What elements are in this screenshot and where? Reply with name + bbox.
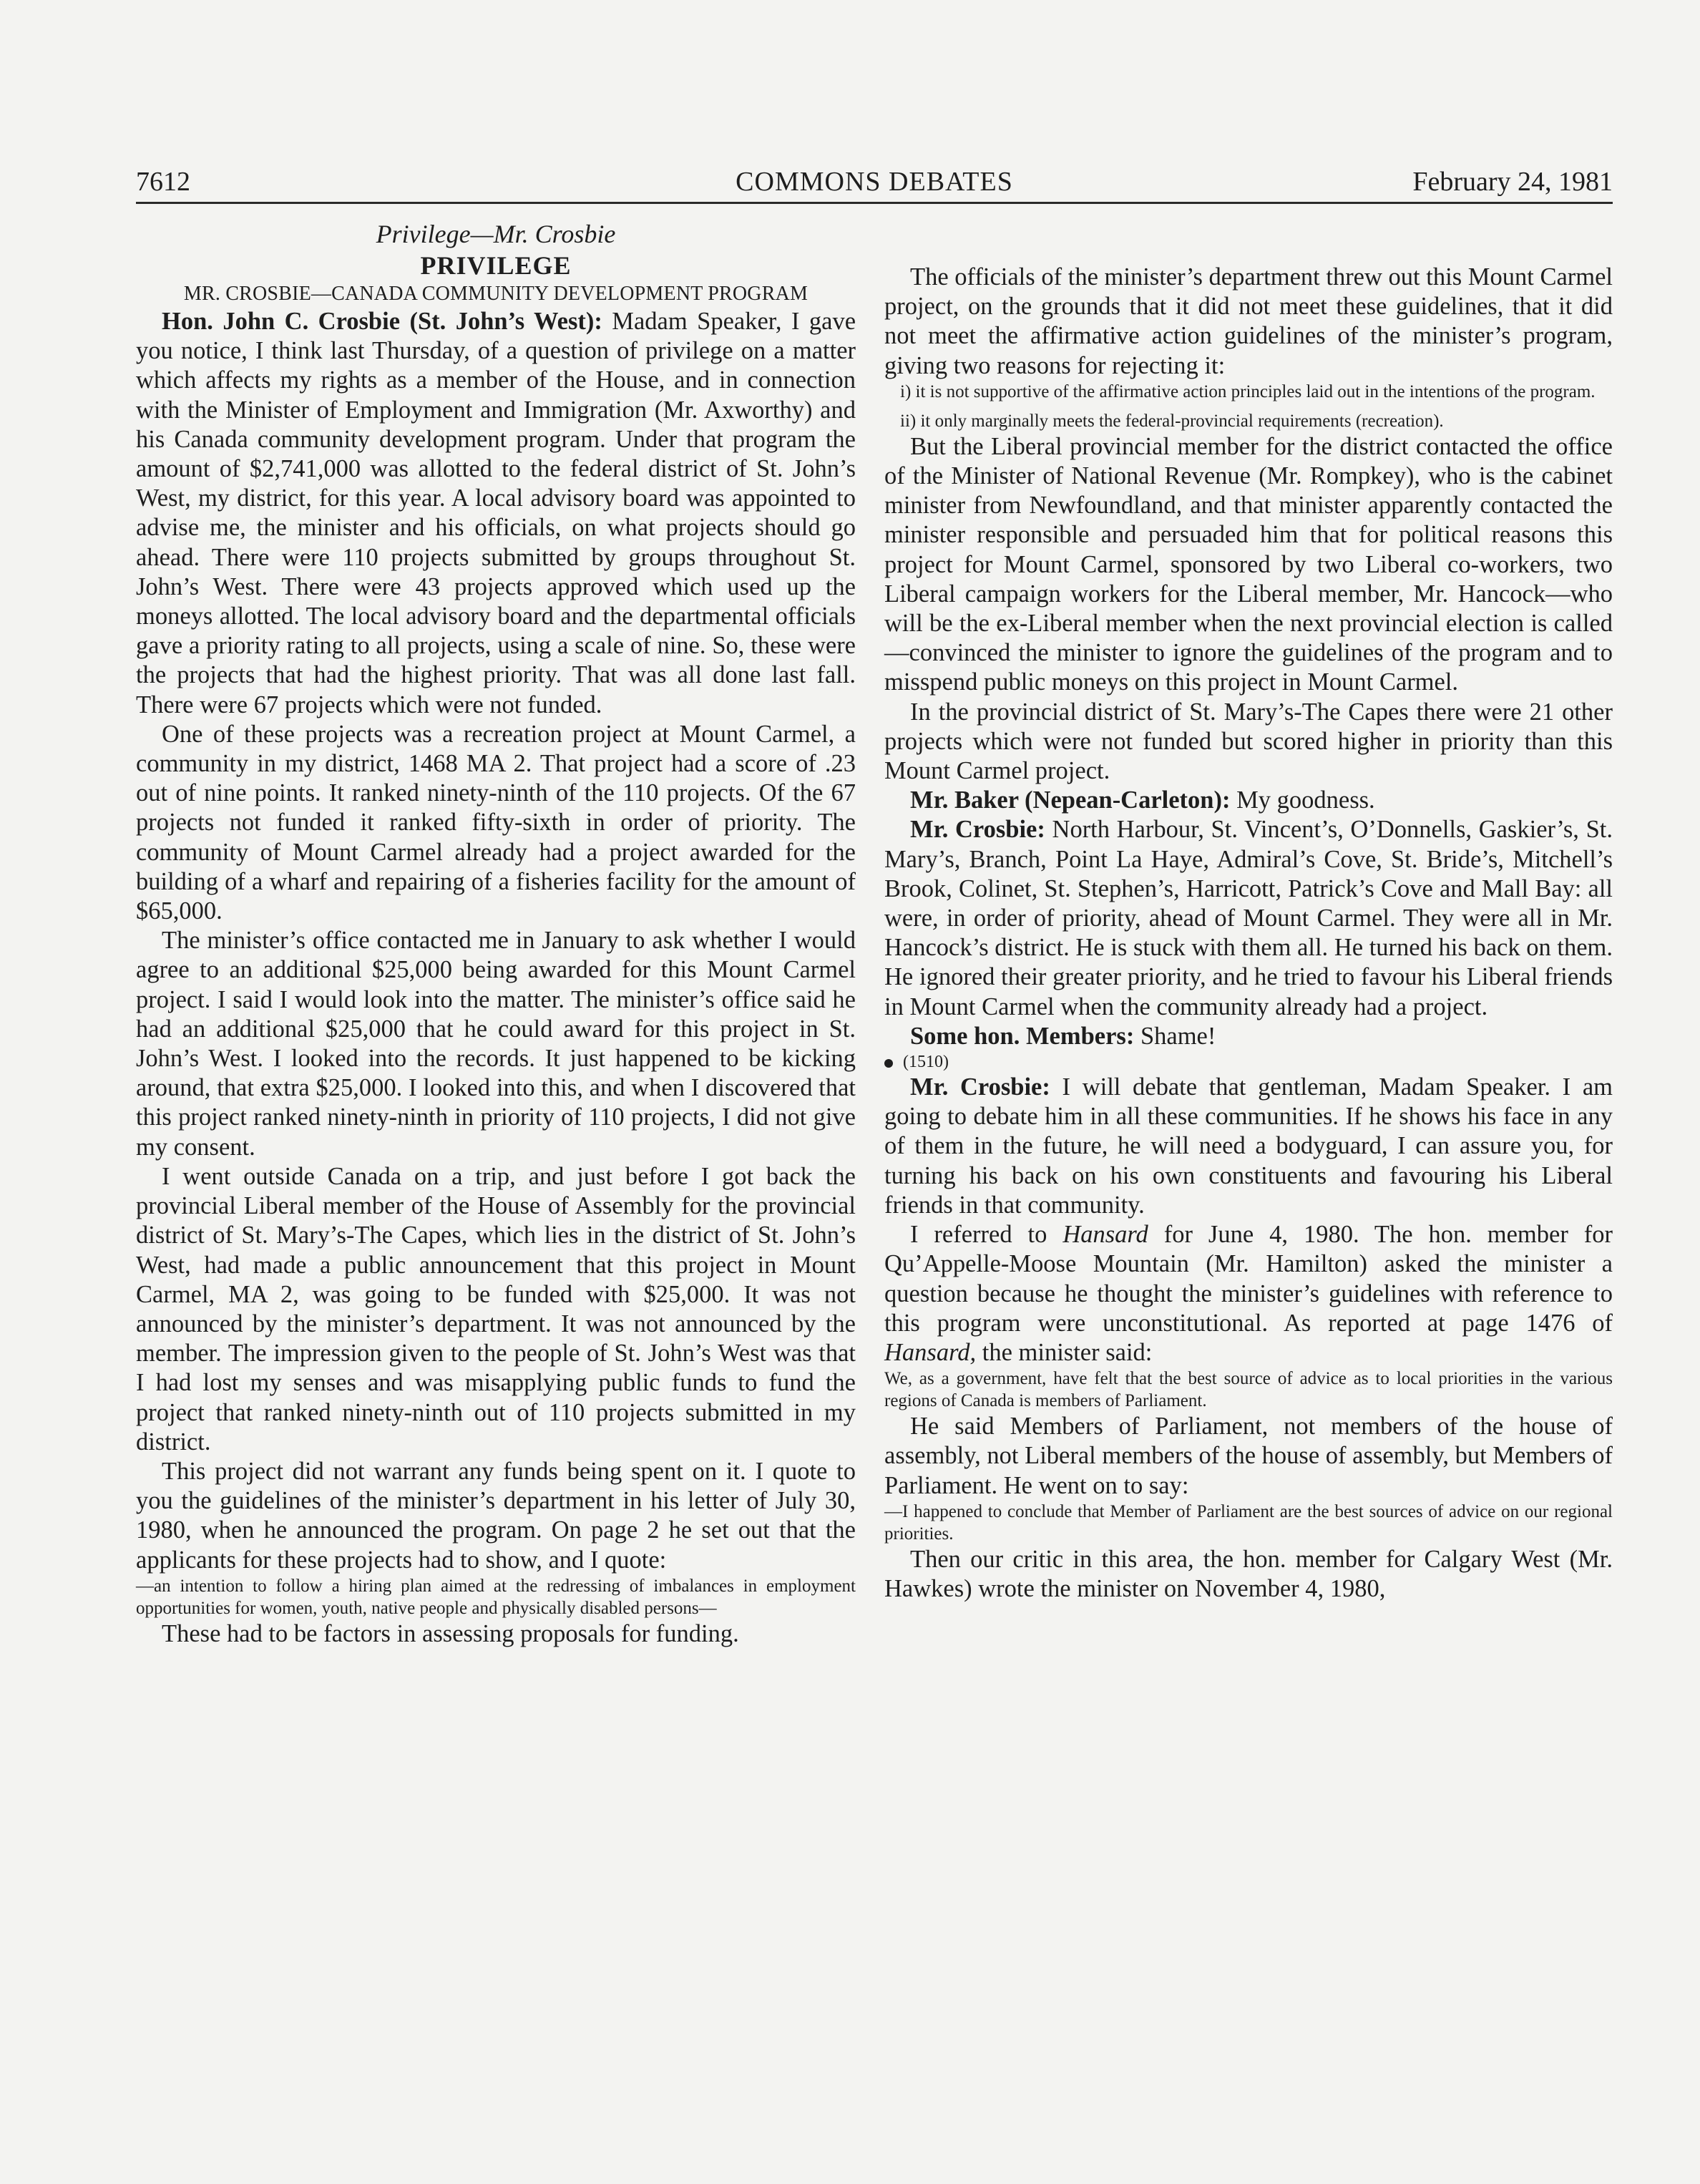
block-quote: We, as a government, have felt that the best source of advice as to local priorities in the various regions of Canada is members of Parliament. bbox=[884, 1369, 1613, 1411]
block-quote: i) it is not supportive of the affirmative action principles laid out in the intentions of the program. bbox=[900, 381, 1596, 401]
right-column bbox=[884, 218, 1613, 1604]
speaker-name: Hon. John C. Crosbie (St. John’s West): bbox=[162, 308, 602, 335]
publication-title: Hansard bbox=[1062, 1221, 1148, 1249]
speech-paragraph: He said Members of Parliament, not members of the house of assembly, not Liberal members of the house of assembly, but Members of Parliament. He went on to say: bbox=[884, 1413, 1613, 1499]
left-column bbox=[136, 218, 856, 1649]
speaker-name: Mr. Crosbie: bbox=[910, 1073, 1050, 1101]
speech-text: I referred to bbox=[910, 1221, 1063, 1249]
time-stamp: (1510) bbox=[903, 1053, 949, 1072]
block-quote: ii) it only marginally meets the federal-provincial requirements (recreation). bbox=[900, 411, 1444, 431]
speech-text: Shame! bbox=[1134, 1022, 1216, 1050]
speech-text: North Harbour, St. Vincent’s, O’Donnells, Gaskier’s, St. Mary’s, Branch, Point La Haye, Admiral’s Cove, St. Bride’s, Mitchell’s Brook, Colinet, St. Stephen’s, Harricott, Patrick’s Cove and Mall Bay: all were, in order of priority, ahead of Mount Carmel. They were all in Mr. Hancock’s district. He is stuck with them all. He turned his back on them. He ignored their greater priority, and he tried to favour his Liberal friends in Mount Carmel when the community already had a project. bbox=[884, 816, 1613, 1020]
speech-paragraph: The minister’s office contacted me in January to ask whether I would agree to an additional $25,000 being awarded for this Mount Carmel project. I said I would look into the matter. The minister’s office said he had an additional $25,000 that he could award for this project in St. John’s West. I looked into the records. It just happened to be kicking around, that extra $25,000. I looked into this, and when I discovered that this project ranked ninety-ninth in priority of 110 projects, I did not give my consent. bbox=[136, 927, 856, 1161]
speech-paragraph: The officials of the minister’s department threw out this Mount Carmel project, on the grounds that it did not meet these guidelines, that it did not meet the affirmative action guidelines of the minister’s program, giving two reasons for rejecting it: bbox=[884, 263, 1613, 379]
block-quote: —an intention to follow a hiring plan aimed at the redressing of imbalances in employment opportunities for women, youth, native people and physically disabled persons— bbox=[136, 1576, 856, 1618]
running-head-title: COMMONS DEBATES bbox=[736, 167, 1013, 197]
block-quote: —I happened to conclude that Member of Parliament are the best sources of advice on our regional priorities. bbox=[884, 1501, 1613, 1544]
time-marker bbox=[884, 1051, 1613, 1073]
subject-line: Privilege—Mr. Crosbie bbox=[376, 220, 616, 248]
speech-paragraph bbox=[884, 1220, 1613, 1368]
speech-paragraph bbox=[884, 1022, 1613, 1051]
speaker-name: Some hon. Members: bbox=[910, 1022, 1135, 1050]
speech-paragraph bbox=[884, 815, 1613, 1021]
speech-paragraph bbox=[884, 1073, 1613, 1220]
speech-text: the minister said: bbox=[976, 1338, 1153, 1366]
speech-text: My goodness. bbox=[1230, 786, 1375, 814]
page-number: 7612 bbox=[136, 167, 190, 197]
speech-text: Madam Speaker, I gave you notice, I think last Thursday, of a question of privilege on a matter which affects my rights as a member of the House, and in connection with the Minister of Employment and Immigration (Mr. Axworthy) and his Canada community development program. Under that program the amount of $2,741,000 was allotted to the federal district of St. John’s West, my district, for this year. A local advisory board was appointed to advise me, the minister and his officials, on what projects should go ahead. There were 110 projects submitted by groups throughout St. John’s West. There were 43 projects approved which used up the moneys allotted. The local advisory board and the departmental officials gave a priority rating to all projects, using a scale of nine. So, these were the projects that had the highest priority. That was all done last fall. There were 67 projects which were not funded. bbox=[136, 308, 856, 718]
speech-paragraph: In the provincial district of St. Mary’s-The Capes there were 21 other projects which were not funded but scored higher in priority than this Mount Carmel project. bbox=[884, 698, 1613, 785]
speech-paragraph: One of these projects was a recreation project at Mount Carmel, a community in my district, 1468 MA 2. That project had a score of .23 out of nine points. It ranked ninety-ninth of the 110 projects. Of the 67 projects not funded it ranked fifty-sixth in order of priority. The community of Mount Carmel already had a project awarded for the building of a wharf and repairing of a fisheries facility for the amount of $65,000. bbox=[136, 720, 856, 925]
section-subheading: MR. CROSBIE—CANADA COMMUNITY DEVELOPMENT PROGRAM bbox=[183, 283, 809, 305]
running-head-date: February 24, 1981 bbox=[1412, 167, 1613, 197]
bullet-icon bbox=[884, 1059, 893, 1068]
speech-paragraph: This project did not warrant any funds being spent on it. I quote to you the guidelines of the minister’s department in his letter of July 30, 1980, when he announced the program. On page 2 he set out that the applicants for these projects had to show, and I quote: bbox=[136, 1457, 856, 1574]
speaker-name: Mr. Baker (Nepean-Carleton): bbox=[910, 786, 1231, 814]
section-heading: PRIVILEGE bbox=[420, 251, 572, 280]
speech-paragraph bbox=[136, 307, 856, 720]
speech-paragraph: Then our critic in this area, the hon. member for Calgary West (Mr. Hawkes) wrote the minister on November 4, 1980, bbox=[884, 1545, 1613, 1602]
publication-title: Hansard, bbox=[884, 1338, 977, 1366]
speech-paragraph bbox=[884, 786, 1613, 815]
running-head bbox=[136, 166, 1613, 202]
speech-paragraph: These had to be factors in assessing proposals for funding. bbox=[162, 1619, 739, 1647]
speech-paragraph: But the Liberal provincial member for the district contacted the office of the Minister of National Revenue (Mr. Rompkey), who is the cabinet minister from Newfoundland, and that minister apparently contacted the minister responsible and persuaded him that for political reasons this project for Mount Carmel, sponsored by two Liberal co-workers, two Liberal campaign workers for the Liberal member, Mr. Hancock—who will be the ex-Liberal member when the next provincial election is called—convinced the minister to ignore the guidelines of the program and to misspend public moneys on this project in Mount Carmel. bbox=[884, 432, 1613, 696]
speaker-name: Mr. Crosbie: bbox=[910, 816, 1045, 844]
speech-paragraph: I went outside Canada on a trip, and just before I got back the provincial Liberal member of the House of Assembly for the provincial district of St. Mary’s-The Capes, which lies in the district of St. John’s West, had made a public announcement that this project in Mount Carmel, MA 2, was going to be funded with $25,000. It was not announced by the minister’s department. It was not announced by the member. The impression given to the people of St. John’s West was that I had lost my senses and was misapplying public funds to fund the project that ranked ninety-ninth out of 110 projects submitted in my district. bbox=[136, 1162, 856, 1456]
speech-text: I will debate that gentleman, Madam Speaker. I am going to debate him in all these communities. If he shows his face in any of them in the future, he will need a bodyguard, I can assure you, for turning his back on his own constituents and favouring his Liberal friends in that community. bbox=[884, 1073, 1613, 1219]
header-rule bbox=[136, 202, 1613, 204]
speech-text: for June 4, 1980. The hon. member for Qu’Appelle-Moose Mountain (Mr. Hamilton) asked the minister a question because he thought the minister’s guidelines with reference to this program were unconstitutional. As reported at page 1476 of bbox=[884, 1221, 1613, 1337]
